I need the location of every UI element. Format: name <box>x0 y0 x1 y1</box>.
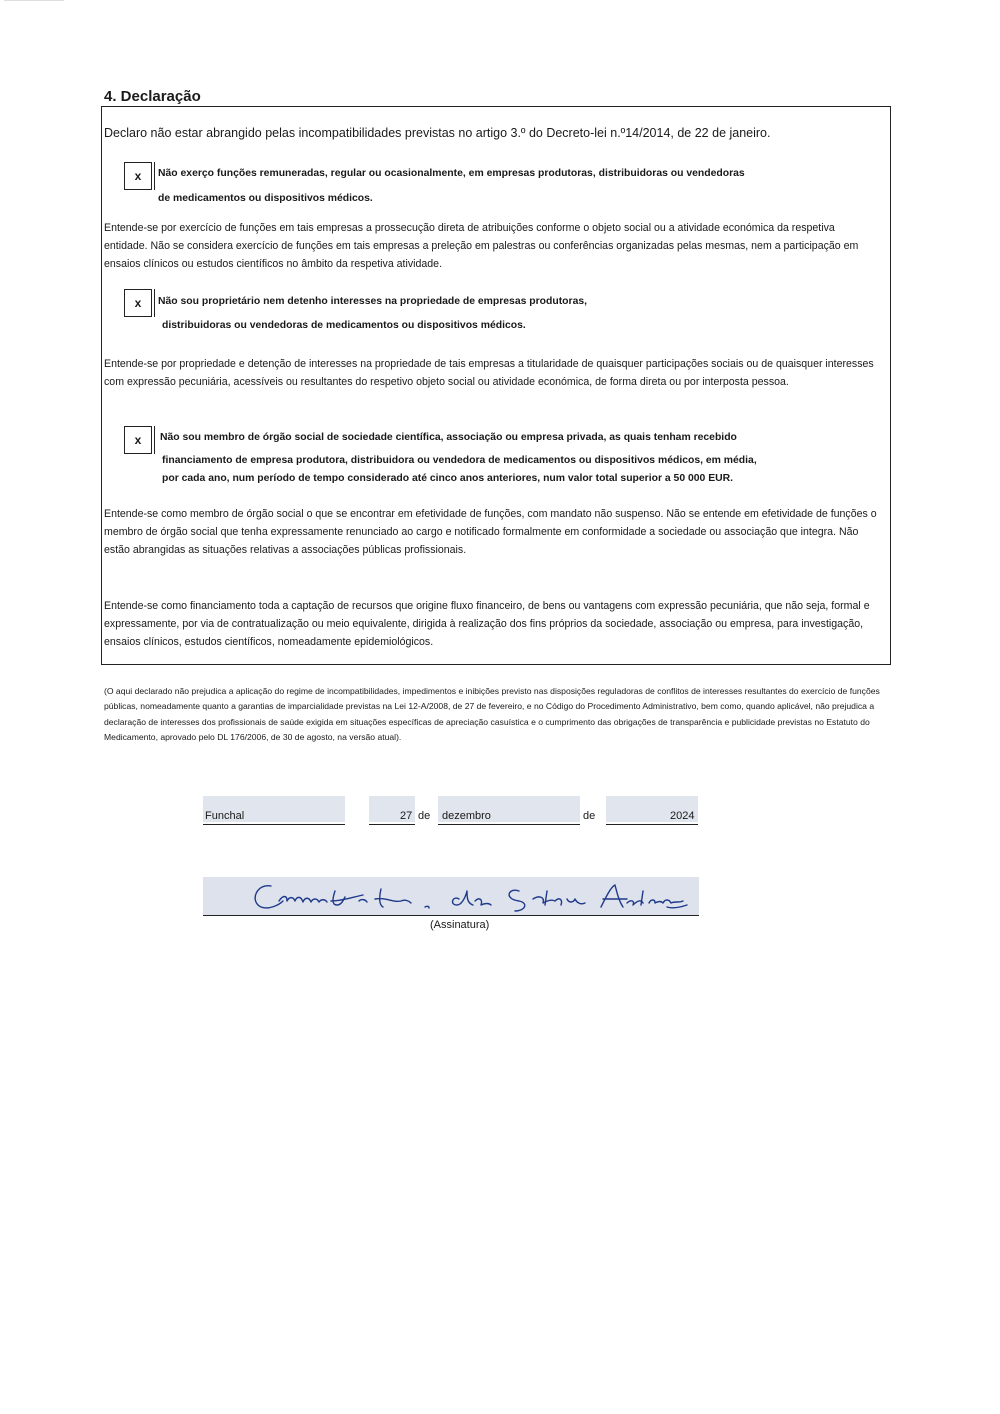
signature-underline <box>203 915 699 916</box>
checkbox-option-3[interactable] <box>124 426 152 454</box>
checkbox-bar-2 <box>154 289 155 317</box>
option-2-line-1: Não sou proprietário nem detenho interesses na propriedade de empresas produtoras, <box>158 296 588 307</box>
place-underline <box>203 824 345 825</box>
option-3-explanation: Entende-se como membro de órgão social o que se encontrar em efetividade de funções, com mandato não suspenso. Não se entende em efetividade de funções o membro de órgão social que tenha expressamente renunciado ao cargo e notificado formalmente em conformidade a sociedade ou associação que integra. Não estão abrangidas as situações relativas a associações públicas profissionais. <box>104 508 877 556</box>
checkbox-option-2[interactable] <box>124 289 152 317</box>
checkbox-mark-1: x <box>134 169 142 183</box>
date-connector-2: de <box>583 810 596 822</box>
declaration-intro: Declaro não estar abrangido pelas incompatibilidades previstas no artigo 3.º do Decreto-lei n.º14/2014, de 22 de janeiro. <box>104 126 771 140</box>
year-underline <box>606 824 698 825</box>
section-title: 4. Declaração <box>104 88 201 105</box>
option-2-explanation: Entende-se por propriedade e detenção de interesses na propriedade de tais empresas a titularidade de quaisquer participações sociais ou de quaisquer interesses com expressão pecuniária, acessíveis ou resultantes do respetivo objeto social ou atividade económica, de forma direta ou por interposta pessoa. <box>104 358 874 388</box>
option-3-line-3: por cada ano, num período de tempo considerado até cinco anos anteriores, num valor total superior a 50 000 EUR. <box>162 473 734 484</box>
scan-edge-mark <box>4 0 64 1</box>
option-1-explanation: Entende-se por exercício de funções em tais empresas a prossecução direta de atribuições conforme o objeto social ou a atividade económica da respetiva entidade. Não se considera exercício de funções em tais empresas a preleção em palestras ou conferências organizadas pelas mesmas, nem a participação em ensaios clínicos ou estudos científicos no âmbito da respetiva atividade. <box>104 222 859 270</box>
option-1-line-1: Não exerço funções remuneradas, regular ou ocasionalmente, em empresas produtoras, distribuidoras ou vendedoras <box>158 168 745 179</box>
checkbox-bar-1 <box>154 162 155 190</box>
checkbox-option-1[interactable] <box>124 162 152 190</box>
day-underline <box>369 824 415 825</box>
financing-definition: Entende-se como financiamento toda a captação de recursos que origine fluxo financeiro, de bens ou vantagens com expressão pecuniária, que não seja, formal e expressamente, por via de contratualização ou meio equivalente, dirigida à realização dos fins próprios da sociedade, associação ou empresa, para investigação, ensaios clínicos, estudos científicos, nomeadamente epidemiológicos. <box>104 600 870 648</box>
option-3-line-2: financiamento de empresa produtora, distribuidora ou vendedora de medicamentos ou dispositivos médicos, em média, <box>162 455 757 466</box>
signature-caption: (Assinatura) <box>430 919 490 931</box>
place-field[interactable]: Funchal <box>205 810 245 822</box>
handwritten-signature <box>203 877 699 915</box>
checkbox-mark-2: x <box>134 296 142 310</box>
day-field[interactable]: 27 <box>400 810 413 822</box>
checkbox-mark-3: x <box>134 433 142 447</box>
month-underline <box>438 824 580 825</box>
date-connector-1: de <box>418 810 431 822</box>
legal-note: (O aqui declarado não prejudica a aplicação do regime de incompatibilidades, impedimentos e inibições previsto nas disposições reguladoras de conflitos de interesses resultantes do exercício de funções públicas, nomeadamente quanto a garantias de imparcialidade previstas na Lei 12-A/2008, de 27 de fevereiro, e no Código do Procedimento Administrativo, bem como, quando aplicável, não prejudica a declaração de interesses dos profissionais de saúde exigida em situações específicas de apreciação casuística e o cumprimento das obrigações de transparência e publicidade previstas no Estatuto do Medicamento, aprovado pelo DL 176/2006, de 30 de agosto, na versão atual). <box>104 686 880 743</box>
checkbox-bar-3 <box>154 426 155 454</box>
option-1-line-2: de medicamentos ou dispositivos médicos. <box>158 193 373 204</box>
option-3-line-1: Não sou membro de órgão social de sociedade científica, associação ou empresa privada, as quais tenham recebido <box>160 432 737 443</box>
signature-field[interactable] <box>203 877 699 915</box>
year-field[interactable]: 2024 <box>670 810 695 822</box>
option-2-line-2: distribuidoras ou vendedoras de medicamentos ou dispositivos médicos. <box>162 320 526 331</box>
month-field[interactable]: dezembro <box>442 810 491 822</box>
